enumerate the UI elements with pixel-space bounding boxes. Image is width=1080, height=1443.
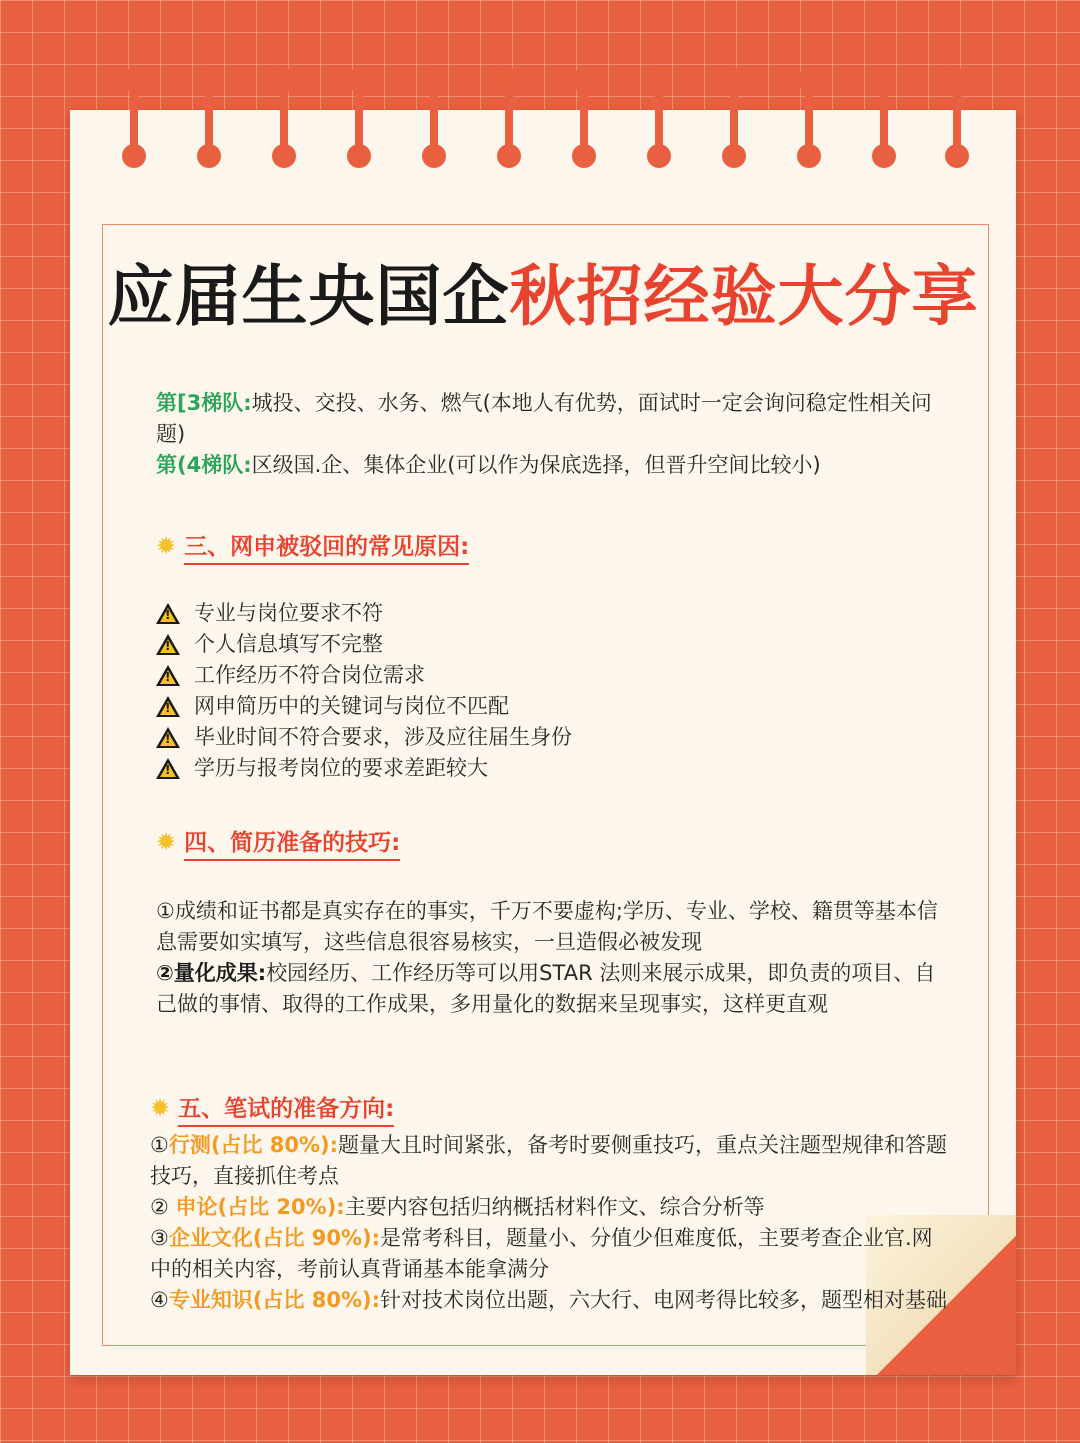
exam-item-label: 专业知识(占比 80%):	[168, 1288, 380, 1312]
exam-item-text: 针对技术岗位出题，六大行、电网考得比较多，题型相对基础	[380, 1288, 947, 1312]
list-item	[156, 722, 956, 753]
exam-item	[150, 1223, 950, 1285]
tier-3	[156, 388, 956, 450]
tier-4-label: 第(4梯队:	[156, 453, 252, 477]
list-item	[156, 753, 956, 784]
list-item-text: 毕业时间不符合要求，涉及应往届生身份	[194, 725, 572, 749]
section4-p2-label: ②量化成果:	[156, 961, 267, 985]
section4-title: 四、简历准备的技巧:	[184, 824, 400, 861]
binder-ring	[797, 68, 821, 168]
binder-ring	[872, 68, 896, 168]
section3-list	[156, 598, 956, 784]
warning-icon	[156, 727, 180, 748]
star-icon: ✹	[150, 1094, 171, 1122]
warning-icon	[156, 665, 180, 686]
star-icon: ✹	[156, 828, 177, 856]
exam-item	[150, 1192, 950, 1223]
warning-icon	[156, 634, 180, 655]
tier-4	[156, 450, 956, 481]
warning-icon	[156, 603, 180, 624]
section3-heading	[156, 528, 469, 565]
list-item-text: 专业与岗位要求不符	[194, 601, 383, 625]
title-part2: 秋招经验大分享	[509, 258, 979, 335]
binder-ring	[647, 68, 671, 168]
page-title	[70, 257, 1016, 337]
exam-item	[150, 1285, 950, 1316]
exam-item-label: 企业文化(占比 90%):	[168, 1226, 380, 1250]
section4-paragraph-2	[156, 958, 956, 1020]
list-item	[156, 691, 956, 722]
warning-icon	[156, 758, 180, 779]
tier-3-text: 城投、交投、水务、燃气(本地人有优势，面试时一定会询问稳定性相关问题)	[156, 391, 932, 446]
binder-ring	[197, 68, 221, 168]
binder-ring	[497, 68, 521, 168]
tier-3-label: 第[3梯队:	[156, 391, 252, 415]
section5-heading	[150, 1090, 394, 1127]
star-icon: ✹	[156, 532, 177, 560]
section4-heading	[156, 824, 400, 861]
exam-item-label: 申论(占比 20%):	[175, 1195, 345, 1219]
list-item-text: 网申简历中的关键词与岗位不匹配	[194, 694, 509, 718]
list-item	[156, 660, 956, 691]
warning-icon	[156, 696, 180, 717]
binder-ring	[572, 68, 596, 168]
binder-ring	[722, 68, 746, 168]
binder-ring	[422, 68, 446, 168]
tier-4-text: 区级国.企、集体企业(可以作为保底选择，但晋升空间比较小)	[251, 453, 821, 477]
section4-p2-text: 校园经历、工作经历等可以用STAR 法则来展示成果，即负责的项目、自己做的事情、取得的工作成果，多用量化的数据来呈现事实，这样更直观	[156, 961, 936, 1016]
list-item	[156, 629, 956, 660]
binder-ring	[347, 68, 371, 168]
list-item	[156, 598, 956, 629]
list-item-text: 学历与报考岗位的要求差距较大	[194, 756, 488, 780]
list-item-text: 工作经历不符合岗位需求	[194, 663, 425, 687]
title-part1: 应届生央国企	[107, 258, 510, 335]
section4-paragraph-1: ①成绩和证书都是真实存在的事实，千万不要虚构;学历、专业、学校、籍贯等基本信息需要如实填写，这些信息很容易核实，一旦造假必被发现	[156, 899, 938, 954]
exam-item-prefix: ③	[150, 1226, 169, 1250]
exam-item-label: 行测(占比 80%):	[168, 1133, 338, 1157]
section5-title: 五、笔试的准备方向:	[178, 1090, 394, 1127]
exam-item-text: 主要内容包括归纳概括材料作文、综合分析等	[344, 1195, 765, 1219]
tiers-block	[156, 388, 956, 481]
section3-title: 三、网申被驳回的常见原因:	[184, 528, 469, 565]
section5-body	[150, 1130, 950, 1316]
exam-item-text: 是常考科目，题量小、分值少但难度低，主要考查企业官.网中的相关内容，考前认真背诵基本能拿满分	[150, 1226, 933, 1281]
binder-ring	[122, 68, 146, 168]
section4-body	[156, 896, 956, 1020]
list-item-text: 个人信息填写不完整	[194, 632, 383, 656]
exam-item	[150, 1130, 950, 1192]
binder-ring	[945, 68, 969, 168]
exam-item-prefix: ①	[150, 1133, 169, 1157]
notepad-paper	[70, 110, 1016, 1375]
exam-item-prefix: ④	[150, 1288, 169, 1312]
binder-ring	[272, 68, 296, 168]
exam-item-text: 题量大且时间紧张，备考时要侧重技巧，重点关注题型规律和答题技巧，直接抓住考点	[150, 1133, 947, 1188]
exam-item-prefix: ②	[150, 1195, 176, 1219]
